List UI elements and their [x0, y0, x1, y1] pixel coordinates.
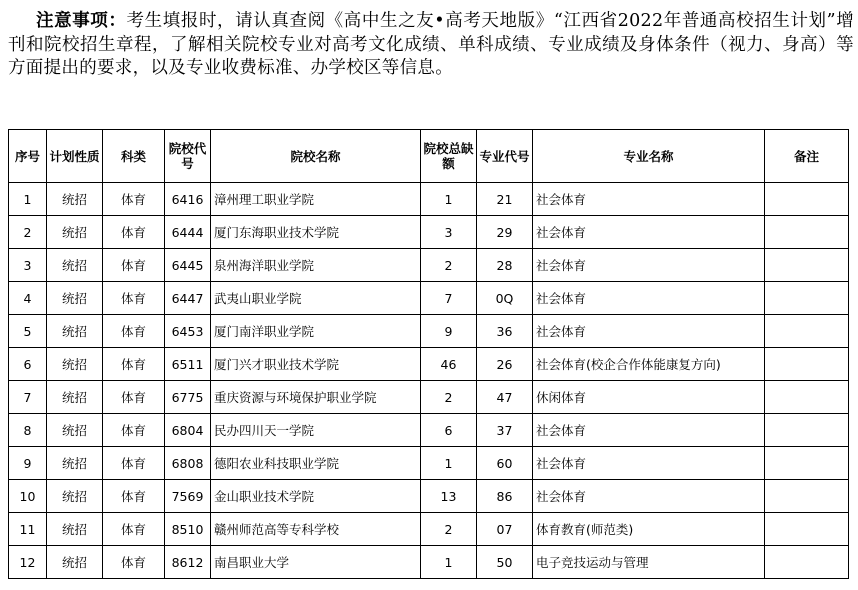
cell-remark [765, 315, 849, 348]
cell-plan-type: 统招 [47, 414, 103, 447]
cell-major-name: 电子竞技运动与管理 [533, 546, 765, 579]
cell-school-total: 2 [421, 249, 477, 282]
cell-plan-type: 统招 [47, 216, 103, 249]
cell-school-code: 7569 [165, 480, 211, 513]
cell-remark [765, 546, 849, 579]
notice-label: 注意事项： [36, 11, 127, 31]
cell-seq: 12 [9, 546, 47, 579]
cell-plan-type: 统招 [47, 381, 103, 414]
cell-school-code: 6416 [165, 183, 211, 216]
cell-major-code: 29 [477, 216, 533, 249]
table-row [9, 480, 849, 513]
cell-plan-type: 统招 [47, 315, 103, 348]
cell-school-name: 厦门南洋职业学院 [211, 315, 421, 348]
table-header-row [9, 130, 849, 183]
cell-category: 体育 [103, 315, 165, 348]
cell-school-total: 1 [421, 546, 477, 579]
cell-school-code: 6808 [165, 447, 211, 480]
cell-major-code: 60 [477, 447, 533, 480]
header-seq: 序号 [9, 130, 47, 183]
cell-school-code: 6447 [165, 282, 211, 315]
cell-category: 体育 [103, 348, 165, 381]
cell-school-name: 金山职业技术学院 [211, 480, 421, 513]
cell-major-code: 07 [477, 513, 533, 546]
cell-school-total: 1 [421, 447, 477, 480]
cell-school-total: 3 [421, 216, 477, 249]
cell-school-code: 6453 [165, 315, 211, 348]
cell-school-total: 7 [421, 282, 477, 315]
table-row [9, 414, 849, 447]
table-row [9, 381, 849, 414]
cell-major-name: 休闲体育 [533, 381, 765, 414]
cell-seq: 3 [9, 249, 47, 282]
cell-school-total: 6 [421, 414, 477, 447]
cell-seq: 4 [9, 282, 47, 315]
header-school-code: 院校代号 [165, 130, 211, 183]
notice-text: 考生填报时，请认真查阅《高中生之友•高考天地版》“江西省2022年普通高校招生计划”增刊和院校招生章程，了解相关院校专业对高考文化成绩、单科成绩、专业成绩及身体条件（视力、身高）等方面提出的要求，以及专业收费标准、办学校区等信息。 [8, 11, 855, 78]
table-row [9, 513, 849, 546]
cell-school-name: 南昌职业大学 [211, 546, 421, 579]
cell-major-name: 社会体育 [533, 315, 765, 348]
cell-remark [765, 480, 849, 513]
cell-major-name: 社会体育 [533, 414, 765, 447]
cell-seq: 1 [9, 183, 47, 216]
notice-paragraph [8, 10, 854, 81]
cell-major-code: 36 [477, 315, 533, 348]
cell-category: 体育 [103, 414, 165, 447]
cell-plan-type: 统招 [47, 480, 103, 513]
cell-major-code: 0Q [477, 282, 533, 315]
cell-remark [765, 282, 849, 315]
cell-school-total: 46 [421, 348, 477, 381]
cell-school-name: 厦门东海职业技术学院 [211, 216, 421, 249]
cell-category: 体育 [103, 546, 165, 579]
cell-school-code: 6444 [165, 216, 211, 249]
cell-remark [765, 348, 849, 381]
header-category: 科类 [103, 130, 165, 183]
cell-school-total: 1 [421, 183, 477, 216]
cell-school-name: 武夷山职业学院 [211, 282, 421, 315]
cell-major-name: 社会体育 [533, 480, 765, 513]
cell-remark [765, 216, 849, 249]
cell-seq: 11 [9, 513, 47, 546]
table-row [9, 282, 849, 315]
cell-school-code: 6511 [165, 348, 211, 381]
cell-school-code: 8612 [165, 546, 211, 579]
cell-school-code: 6775 [165, 381, 211, 414]
cell-school-name: 民办四川天一学院 [211, 414, 421, 447]
cell-major-name: 社会体育 [533, 249, 765, 282]
header-school-name: 院校名称 [211, 130, 421, 183]
cell-category: 体育 [103, 381, 165, 414]
cell-major-code: 37 [477, 414, 533, 447]
cell-remark [765, 447, 849, 480]
cell-school-total: 2 [421, 513, 477, 546]
table-row [9, 216, 849, 249]
cell-plan-type: 统招 [47, 348, 103, 381]
cell-major-code: 21 [477, 183, 533, 216]
cell-category: 体育 [103, 447, 165, 480]
cell-plan-type: 统招 [47, 546, 103, 579]
cell-plan-type: 统招 [47, 249, 103, 282]
cell-major-name: 社会体育 [533, 183, 765, 216]
table-row [9, 183, 849, 216]
cell-category: 体育 [103, 249, 165, 282]
cell-seq: 5 [9, 315, 47, 348]
header-major-code: 专业代号 [477, 130, 533, 183]
cell-school-total: 2 [421, 381, 477, 414]
cell-school-code: 8510 [165, 513, 211, 546]
header-plan-type: 计划性质 [47, 130, 103, 183]
cell-school-code: 6445 [165, 249, 211, 282]
cell-school-name: 赣州师范高等专科学校 [211, 513, 421, 546]
admission-plan-table [8, 129, 849, 579]
cell-major-name: 体育教育(师范类) [533, 513, 765, 546]
cell-category: 体育 [103, 282, 165, 315]
cell-seq: 7 [9, 381, 47, 414]
cell-seq: 2 [9, 216, 47, 249]
cell-category: 体育 [103, 216, 165, 249]
cell-category: 体育 [103, 480, 165, 513]
cell-seq: 10 [9, 480, 47, 513]
cell-category: 体育 [103, 183, 165, 216]
cell-major-code: 28 [477, 249, 533, 282]
header-remark: 备注 [765, 130, 849, 183]
cell-major-code: 47 [477, 381, 533, 414]
cell-school-name: 泉州海洋职业学院 [211, 249, 421, 282]
cell-major-name: 社会体育(校企合作体能康复方向) [533, 348, 765, 381]
cell-plan-type: 统招 [47, 183, 103, 216]
cell-remark [765, 381, 849, 414]
cell-remark [765, 513, 849, 546]
cell-school-name: 重庆资源与环境保护职业学院 [211, 381, 421, 414]
cell-plan-type: 统招 [47, 447, 103, 480]
table-row [9, 315, 849, 348]
header-major-name: 专业名称 [533, 130, 765, 183]
cell-major-code: 86 [477, 480, 533, 513]
cell-major-code: 26 [477, 348, 533, 381]
cell-seq: 9 [9, 447, 47, 480]
cell-school-name: 漳州理工职业学院 [211, 183, 421, 216]
cell-remark [765, 183, 849, 216]
cell-major-name: 社会体育 [533, 282, 765, 315]
cell-major-code: 50 [477, 546, 533, 579]
cell-school-name: 德阳农业科技职业学院 [211, 447, 421, 480]
cell-seq: 8 [9, 414, 47, 447]
cell-school-code: 6804 [165, 414, 211, 447]
cell-school-name: 厦门兴才职业技术学院 [211, 348, 421, 381]
cell-remark [765, 414, 849, 447]
cell-major-name: 社会体育 [533, 447, 765, 480]
cell-seq: 6 [9, 348, 47, 381]
cell-plan-type: 统招 [47, 513, 103, 546]
header-school-total: 院校总缺额 [421, 130, 477, 183]
table-row [9, 447, 849, 480]
table-row [9, 348, 849, 381]
cell-school-total: 13 [421, 480, 477, 513]
cell-plan-type: 统招 [47, 282, 103, 315]
table-row [9, 249, 849, 282]
cell-school-total: 9 [421, 315, 477, 348]
table-row [9, 546, 849, 579]
cell-remark [765, 249, 849, 282]
cell-major-name: 社会体育 [533, 216, 765, 249]
cell-category: 体育 [103, 513, 165, 546]
